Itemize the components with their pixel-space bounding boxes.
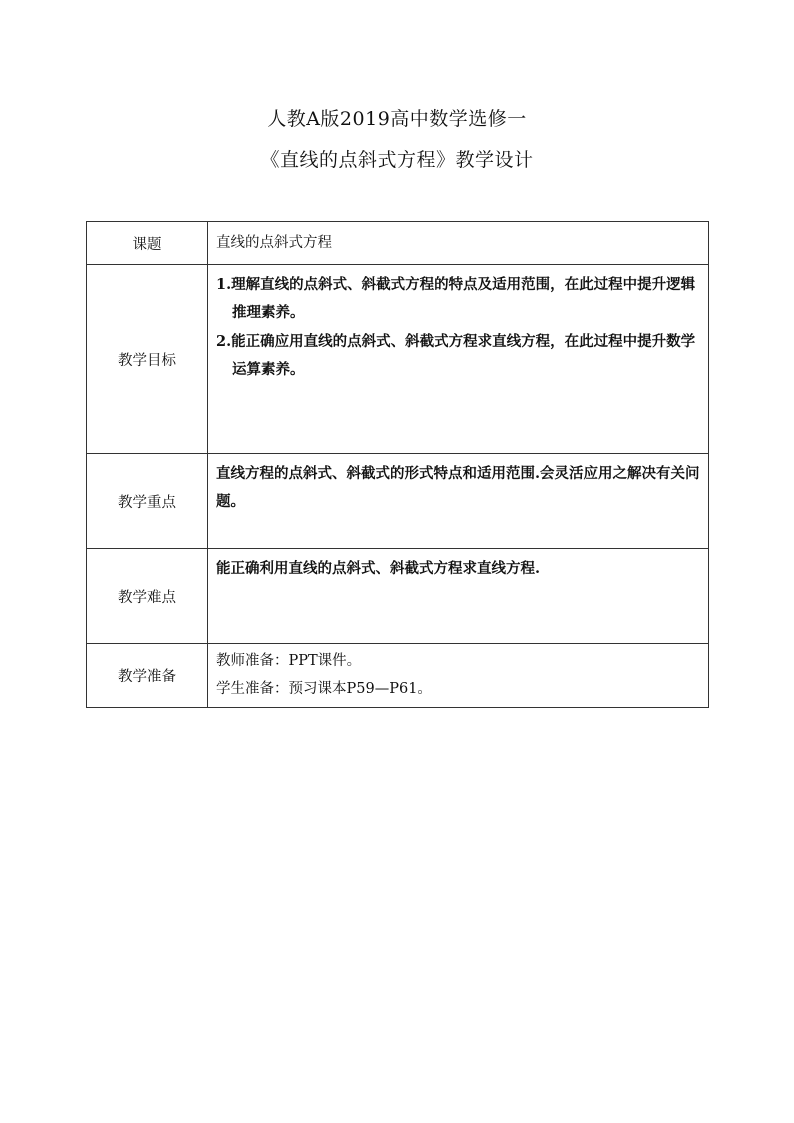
goal-item-2: 2.能正确应用直线的点斜式、斜截式方程求直线方程，在此过程中提升数学运算素养。 [216, 332, 696, 378]
label-preparation: 教学准备 [87, 644, 208, 708]
label-key-points: 教学重点 [87, 454, 208, 549]
label-topic: 课题 [87, 222, 208, 265]
row-topic [87, 222, 709, 265]
value-topic: 直线的点斜式方程 [208, 222, 709, 265]
row-difficulties [87, 549, 709, 644]
value-key-points: 直线方程的点斜式、斜截式的形式特点和适用范围.会灵活应用之解决有关问题。 [208, 454, 709, 549]
prep-student: 学生准备：预习课本P59—P61。 [216, 681, 432, 698]
prep-teacher: 教师准备：PPT课件。 [216, 653, 362, 669]
row-goals [87, 265, 709, 454]
value-goals [208, 265, 709, 454]
row-preparation [87, 644, 709, 708]
document-subtitle: 《直线的点斜式方程》教学设计 [260, 149, 534, 171]
label-difficulties: 教学难点 [87, 549, 208, 644]
document-title: 人教A版2019高中数学选修一 [267, 108, 527, 130]
lesson-plan-table [86, 221, 709, 708]
row-key-points [87, 454, 709, 549]
value-preparation [208, 644, 709, 708]
label-goals: 教学目标 [87, 265, 208, 454]
goal-item-1: 1.理解直线的点斜式、斜截式方程的特点及适用范围，在此过程中提升逻辑推理素养。 [216, 276, 696, 322]
value-difficulties: 能正确利用直线的点斜式、斜截式方程求直线方程. [208, 549, 709, 644]
